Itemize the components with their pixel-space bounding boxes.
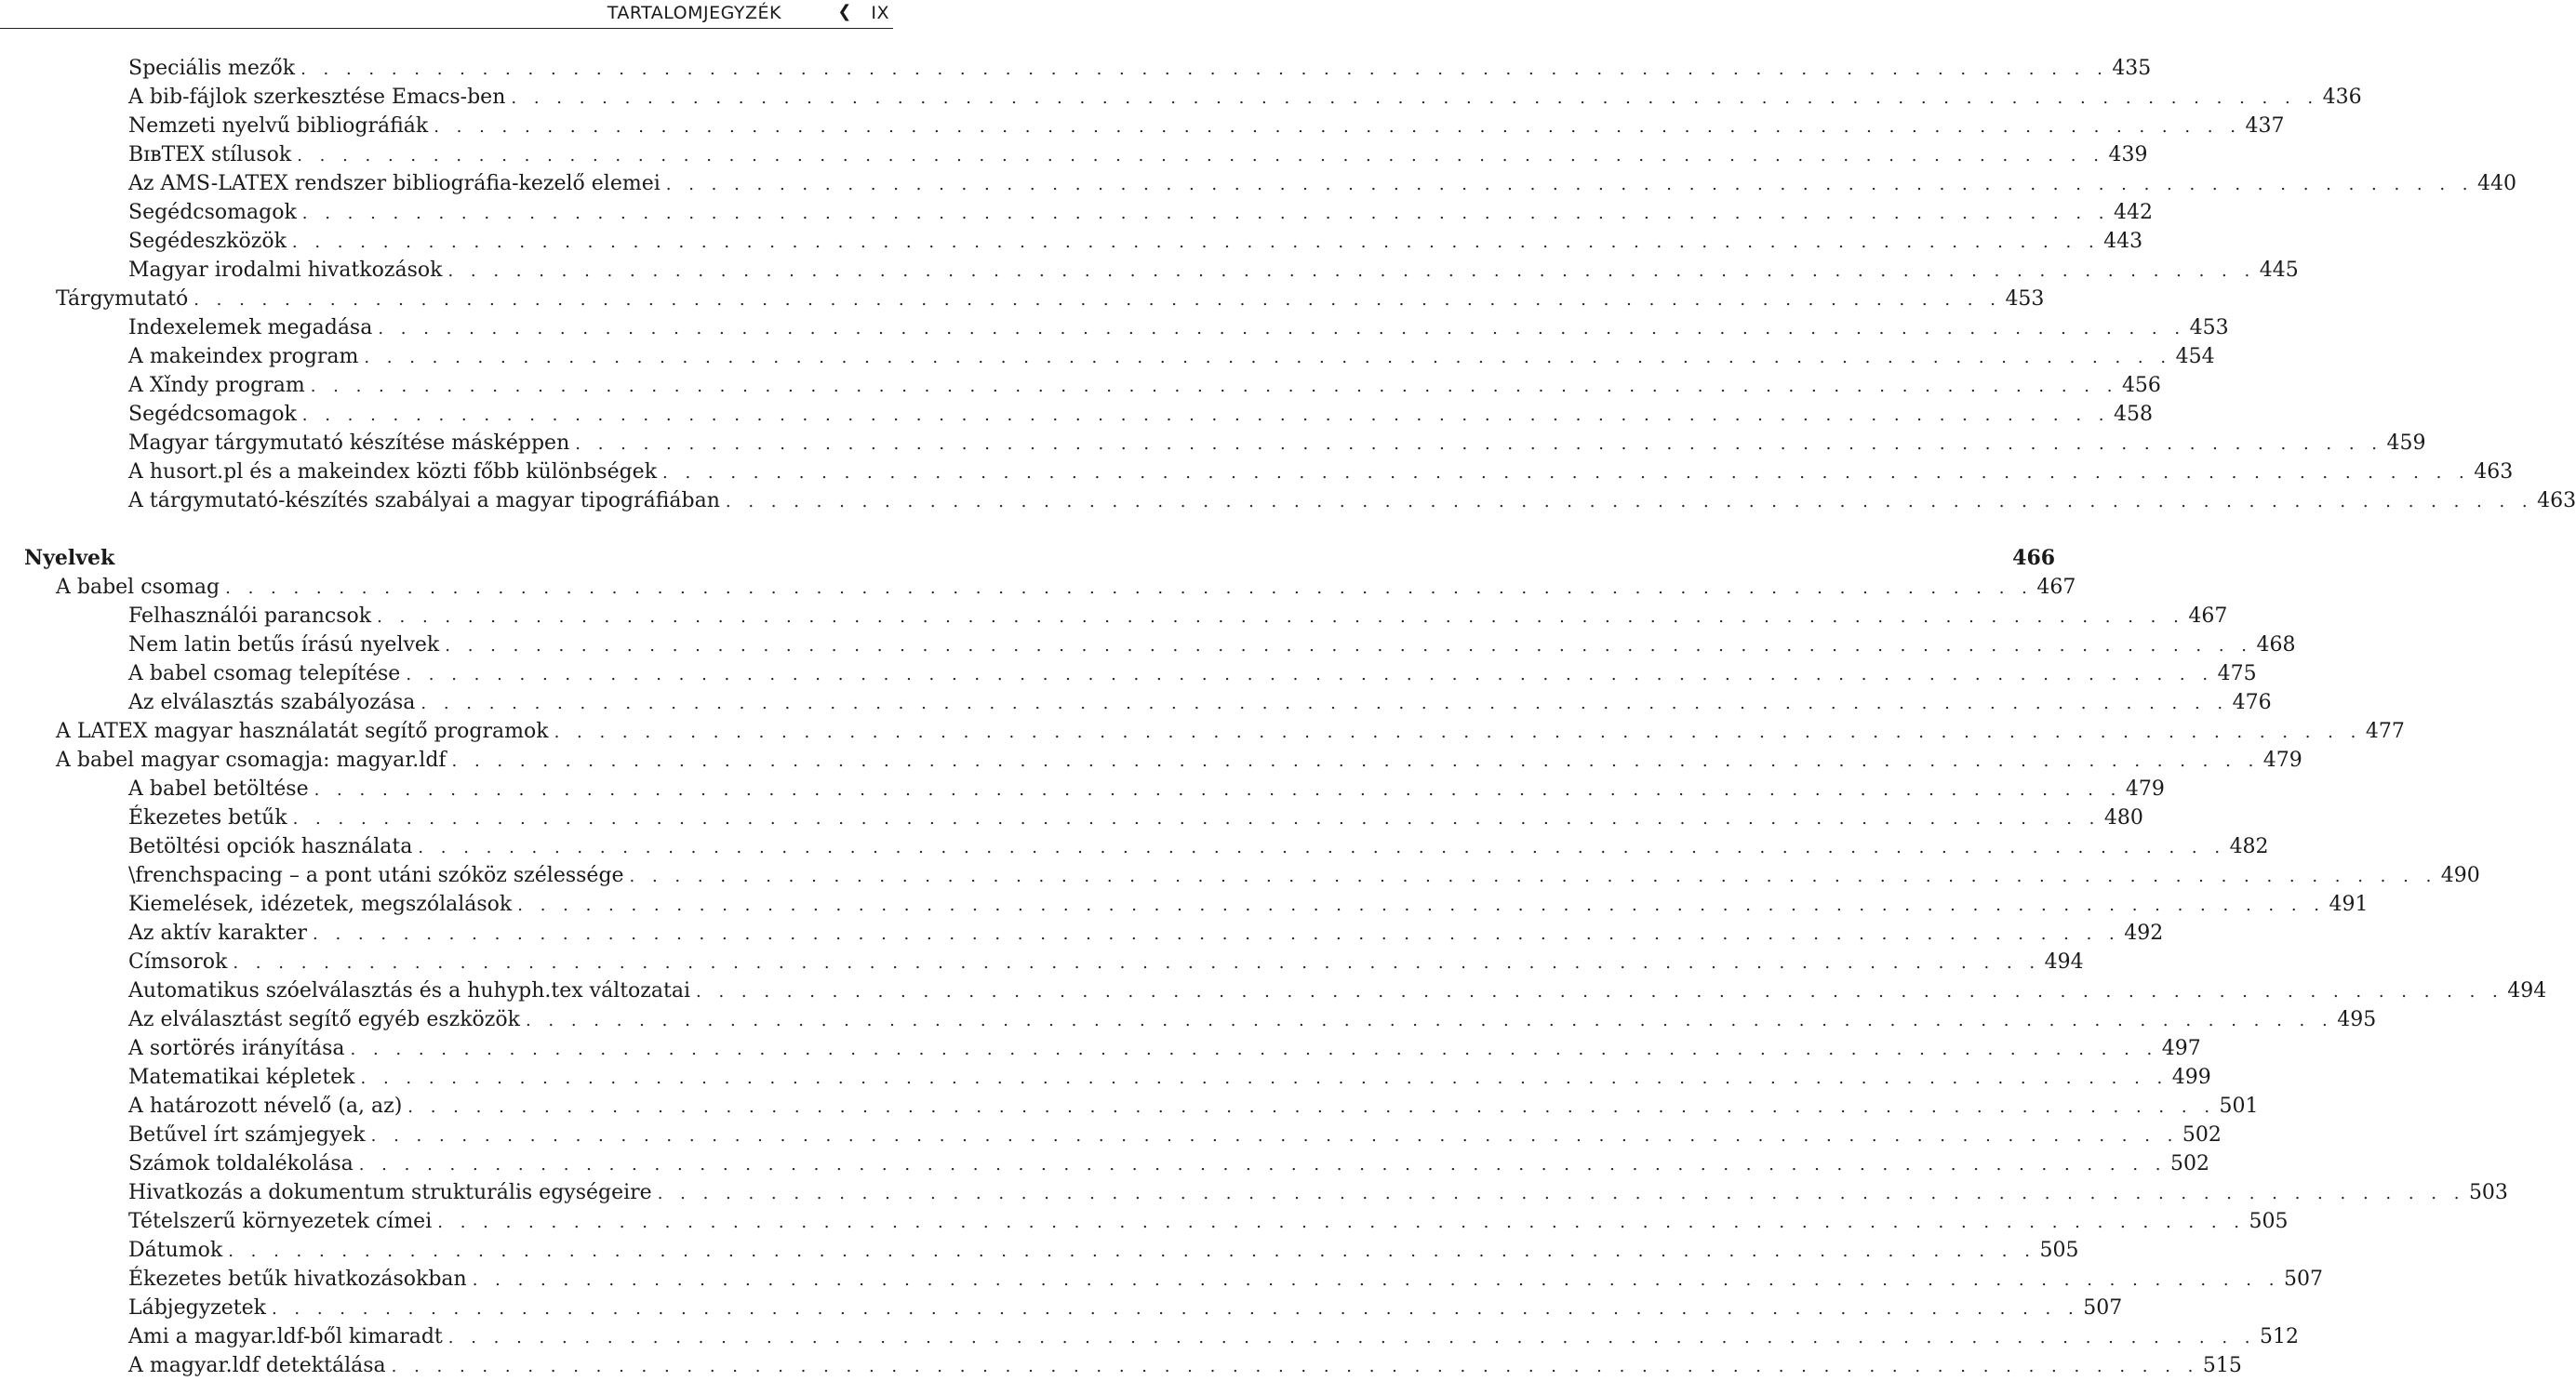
toc-entry[interactable] <box>0 948 2084 976</box>
toc-entry-page: 495 <box>2333 1005 2372 1034</box>
toc-entry-page: 507 <box>2079 1294 2118 1322</box>
toc-entry-title: Az elválasztást segítő egyéb eszközök <box>56 1005 526 1034</box>
toc-entry-title: A babel csomag telepítése <box>56 659 406 688</box>
toc-entry-title: Magyar tárgymutató készítése másképpen <box>56 429 575 458</box>
dot-leader: . . . . . . . . . . . . . . . . . . . . . . . . . . . . . . . . . . . . . . . . . . . . . . . . . . . . . . . . . . . . . . . . . . . . . . . . . . . . . . . . <box>377 607 2185 627</box>
dot-leader: . . . . . . . . . . . . . . . . . . . . . . . . . . . . . . . . . . . . . . . . . . . . . . . . . . . . . . . . . . . . . . . . . . . . . . . . . . . . . . . . <box>364 348 2172 367</box>
toc-entry-title: A Xǐndy program <box>56 371 311 400</box>
toc-entry-title: Számok toldalékolása <box>56 1149 359 1178</box>
toc-entry[interactable] <box>0 313 2229 342</box>
toc-entry-page: 497 <box>2158 1034 2197 1063</box>
dot-leader: . . . . . . . . . . . . . . . . . . . . . . . . . . . . . . . . . . . . . . . . . . . . . . . . . . . . . . . . . . . . . . . . . . . . . . . . . . . . . . . . <box>314 780 2122 800</box>
dot-leader: . . . . . . . . . . . . . . . . . . . . . . . . . . . . . . . . . . . . . . . . . . . . . . . . . . . . . . . . . . . . . . . . . . . . . . . . . . . . . . . . <box>662 463 2471 483</box>
header-title: TARTALOMJEGYZÉK <box>607 3 781 23</box>
toc-entry[interactable] <box>0 342 2215 371</box>
toc-entry[interactable] <box>0 458 2514 486</box>
toc-entry[interactable] <box>0 1034 2201 1063</box>
toc-entry-title: Dátumok <box>56 1236 228 1265</box>
toc-entry[interactable] <box>0 83 2362 112</box>
dot-leader: . . . . . . . . . . . . . . . . . . . . . . . . . . . . . . . . . . . . . . . . . . . . . . . . . . . . . . . . . . . . . . . . . . . . . . . . . . . . . . . . <box>445 636 2253 656</box>
toc-entry-title: Felhasználói parancsok <box>56 602 377 631</box>
toc-entry-title: Az elválasztás szabályozása <box>56 688 420 717</box>
toc-entry-title: A sortörés irányítása <box>56 1034 351 1063</box>
toc-entry[interactable] <box>0 861 2480 890</box>
toc-entry-page: 477 <box>2362 717 2401 746</box>
toc-entry-title: Hivatkozás a dokumentum strukturális egységeire <box>56 1178 658 1207</box>
dot-leader: . . . . . . . . . . . . . . . . . . . . . . . . . . . . . . . . . . . . . . . . . . . . . . . . . . . . . . . . . . . . . . . . . . . . . . . . . . . . . . . . <box>406 665 2214 684</box>
toc-entry-page: 468 <box>2253 631 2292 659</box>
toc-entry[interactable] <box>0 573 2076 602</box>
toc-entry[interactable] <box>0 198 2154 227</box>
toc-entry-page: 499 <box>2169 1063 2208 1092</box>
dot-leader: . . . . . . . . . . . . . . . . . . . . . . . . . . . . . . . . . . . . . . . . . . . . . . . . . . . . . . . . . . . . . . . . . . . . . . . . . . . . . . . . <box>300 60 2109 79</box>
dot-leader: . . . . . . . . . . . . . . . . . . . . . . . . . . . . . . . . . . . . . . . . . . . . . . . . . . . . . . . . . . . . . . . . . . . . . . . . . . . . . . . . <box>301 405 2111 425</box>
toc-entry-page: 456 <box>2118 371 2157 400</box>
toc-entry-page: 494 <box>2041 948 2080 976</box>
toc-entry-page: 480 <box>2101 803 2140 832</box>
toc-entry-title: Ékezetes betűk <box>56 803 293 832</box>
dot-leader: . . . . . . . . . . . . . . . . . . . . . . . . . . . . . . . . . . . . . . . . . . . . . . . . . . . . . . . . . . . . . . . . . . . . . . . . . . . . . . . . <box>301 204 2111 223</box>
chevron-left-icon: ❮ <box>837 2 852 21</box>
toc-entry-page: 458 <box>2110 400 2149 429</box>
toc-entry-page: 439 <box>2104 140 2143 169</box>
toc-entry[interactable] <box>0 746 2302 775</box>
toc-entry-title: Nem latin betűs írású nyelvek <box>56 631 445 659</box>
toc-entry-title: Automatikus szóelválasztás és a huhyph.tex változatai <box>56 976 696 1005</box>
toc-entry-page: 482 <box>2226 832 2265 861</box>
toc-entry-page: 463 <box>2470 458 2509 486</box>
toc-entry[interactable] <box>0 717 2405 746</box>
toc-entry-title: Címsorok <box>56 948 233 976</box>
toc-entry[interactable] <box>0 486 2576 515</box>
dot-leader: . . . . . . . . . . . . . . . . . . . . . . . . . . . . . . . . . . . . . . . . . . . . . . . . . . . . . . . . . . . . . . . . . . . . . . . . . . . . . . . . <box>437 1213 2246 1232</box>
toc-entry[interactable] <box>0 371 2161 400</box>
toc-entry-page: 453 <box>2186 313 2225 342</box>
toc-entry-page: 466 <box>2009 544 2048 573</box>
dot-leader: . . . . . . . . . . . . . . . . . . . . . . . . . . . . . . . . . . . . . . . . . . . . . . . . . . . . . . . . . . . . . . . . . . . . . . . . . . . . . . . . <box>370 1126 2179 1146</box>
dot-leader: . . . . . . . . . . . . . . . . . . . . . . . . . . . . . . . . . . . . . . . . . . . . . . . . . . . . . . . . . . . . . . . . . . . . . . . . . . . . . . . . <box>360 1069 2169 1088</box>
toc-entry[interactable] <box>0 54 2152 83</box>
toc-entry-page: 492 <box>2120 919 2159 948</box>
dot-leader: . . . . . . . . . . . . . . . . . . . . . . . . . . . . . . . . . . . . . . . . . . . . . . . . . . . . . . . . . . . . . . . . . . . . . . . . . . . . . . . . <box>665 175 2475 194</box>
toc-entry[interactable] <box>0 112 2285 140</box>
toc-entry[interactable] <box>0 775 2165 803</box>
toc-entry-page: 494 <box>2503 976 2543 1005</box>
dot-leader: . . . . . . . . . . . . . . . . . . . . . . . . . . . . . . . . . . . . . . . . . . . . . . . . . . . . . . . . . . . . . . . . . . . . . . . . . . . . . . . . <box>434 117 2242 137</box>
dot-leader: . . . . . . . . . . . . . . . . . . . . . . . . . . . . . . . . . . . . . . . . . . . . . . . . . . . . . . . . . . . . . . . . . . . . . . . . . . . . . . . . <box>725 492 2534 511</box>
header-page-number: IX <box>871 3 889 23</box>
toc-entry-page: 463 <box>2533 486 2572 515</box>
toc-entry-page: 437 <box>2241 112 2280 140</box>
dot-leader: . . . . . . . . . . . . . . . . . . . . . . . . . . . . . . . . . . . . . . . . . . . . . . . . . . . . . . . . . . . . . . . . . . . . . . . . . . . . . . . . <box>525 1011 2334 1030</box>
dot-leader: . . . . . . . . . . . . . . . . . . . . . . . . . . . . . . . . . . . . . . . . . . . . . . . . . . . . . . . . . . . . . . . . . . . . . . . . . . . . . . . . <box>517 896 2326 915</box>
toc-entry-page: 491 <box>2326 890 2365 919</box>
toc-entry-page: 512 <box>2256 1322 2295 1351</box>
toc-entry-title: A tárgymutató-készítés szabályai a magyar tipográfiában <box>56 486 726 515</box>
toc-entry-title: BɪʙTEX stílusok <box>56 140 297 169</box>
toc-entry[interactable] <box>0 227 2143 256</box>
toc-entry-page: 435 <box>2108 54 2147 83</box>
toc-entry[interactable] <box>0 1294 2123 1322</box>
dot-leader: . . . . . . . . . . . . . . . . . . . . . . . . . . . . . . . . . . . . . . . . . . . . . . . . . . . . . . . . . . . . . . . . . . . . . . . . . . . . . . . . <box>292 809 2101 829</box>
toc-entry[interactable] <box>0 285 2045 313</box>
toc-entry-title: Betűvel írt számjegyek <box>56 1121 371 1149</box>
dot-leader: . . . . . . . . . . . . . . . . . . . . . . . . . . . . . . . . . . . . . . . . . . . . . . . . . . . . . . . . . . . . . . . . . . . . . . . . . . . . . . . . <box>447 261 2256 281</box>
toc-entry-page: 515 <box>2199 1351 2238 1380</box>
toc-entry[interactable] <box>0 400 2154 429</box>
dot-leader: . . . . . . . . . . . . . . . . . . . . . . . . . . . . . . . . . . . . . . . . . . . . . . . . . . . . . . . . . . . . . . . . . . . . . . . . . . . . . . . . <box>575 434 2383 454</box>
dot-leader: . . . . . . . . . . . . . . . . . . . . . . . . . . . . . . . . . . . . . . . . . . . . . . . . . . . . . . . . . . . . . . . . . . . . . . . . . . . . . . . . <box>696 982 2504 1002</box>
toc-entry-title: Segédeszközök <box>56 227 292 256</box>
toc-entry[interactable] <box>0 659 2257 688</box>
dot-leader: . . . . . . . . . . . . . . . . . . . . . . . . . . . . . . . . . . . . . . . . . . . . . . . . . . . . . . . . . . . . . . . . . . . . . . . . . . . . . . . . <box>358 1155 2167 1175</box>
toc-entry-page: 445 <box>2256 256 2295 285</box>
toc-entry[interactable] <box>0 1265 2323 1294</box>
dot-leader: . . . . . . . . . . . . . . . . . . . . . . . . . . . . . . . . . . . . . . . . . . . . . . . . . . . . . . . . . . . . . . . . . . . . . . . . . . . . . . . . <box>350 1040 2158 1059</box>
toc-entry[interactable] <box>0 1322 2300 1351</box>
toc-entry[interactable] <box>0 803 2143 832</box>
toc-entry-page: 443 <box>2100 227 2139 256</box>
toc-entry-title: Matematikai képletek <box>56 1063 361 1092</box>
toc-entry-page: 502 <box>2179 1121 2218 1149</box>
toc-entry-page: 467 <box>2184 602 2223 631</box>
dot-leader: . . . . . . . . . . . . . . . . . . . . . . . . . . . . . . . . . . . . . . . . . . . . . . . . . . . . . . . . . . . . . . . . . . . . . . . . . . . . . . . . <box>447 1328 2257 1348</box>
toc-entry-title: Ami a magyar.ldf-ből kimaradt <box>56 1322 448 1351</box>
toc-entry-title: Magyar irodalmi hivatkozások <box>56 256 447 285</box>
toc-entry[interactable] <box>0 919 2164 948</box>
toc-entry[interactable] <box>0 890 2369 919</box>
toc-entry[interactable] <box>0 1207 2289 1236</box>
toc-entry-page: 459 <box>2383 429 2423 458</box>
toc-entry-title: Speciális mezők <box>56 54 300 83</box>
toc-entry-page: 440 <box>2474 169 2513 198</box>
toc-entry-page: 442 <box>2110 198 2149 227</box>
toc-entry-page: 476 <box>2229 688 2268 717</box>
dot-leader: . . . . . . . . . . . . . . . . . . . . . . . . . . . . . . . . . . . . . . . . . . . . . . . . . . . . . . . . . . . . . . . . . . . . . . . . . . . . . . . . <box>511 88 2319 108</box>
toc-entry-title: Segédcsomagok <box>56 198 302 227</box>
toc-entry[interactable] <box>0 1351 2242 1380</box>
toc-entry-page: 490 <box>2437 861 2476 890</box>
toc-entry-title: Segédcsomagok <box>56 400 302 429</box>
toc-entry-title: A babel csomag <box>4 573 225 602</box>
toc-entry[interactable] <box>0 976 2547 1005</box>
toc-entry-page: 505 <box>2246 1207 2285 1236</box>
dot-leader: . . . . . . . . . . . . . . . . . . . . . . . . . . . . . . . . . . . . . . . . . . . . . . . . . . . . . . . . . . . . . . . . . . . . . . . . . . . . . . . . <box>629 867 2437 886</box>
dot-leader: . . . . . . . . . . . . . . . . . . . . . . . . . . . . . . . . . . . . . . . . . . . . . . . . . . . . . . . . . . . . . . . . . . . . . . . . . . . . . . . . <box>420 694 2229 713</box>
toc-entry-title: \frenchspacing – a pont utáni szóköz szélessége <box>56 861 630 890</box>
toc-entry-page: 507 <box>2280 1265 2319 1294</box>
toc-entry-title: A husort.pl és a makeindex közti főbb különbségek <box>56 458 662 486</box>
toc-entry-page: 503 <box>2465 1178 2504 1207</box>
dot-leader: . . . . . . . . . . . . . . . . . . . . . . . . . . . . . . . . . . . . . . . . . . . . . . . . . . . . . . . . . . . . . . . . . . . . . . . . . . . . . . . . <box>472 1270 2280 1290</box>
dot-leader: . . . . . . . . . . . . . . . . . . . . . . . . . . . . . . . . . . . . . . . . . . . . . . . . . . . . . . . . . . . . . . . . . . . . . . . . . . . . . . . . <box>391 1357 2199 1376</box>
toc-entry[interactable] <box>0 1236 2079 1265</box>
toc-entry-page: 479 <box>2122 775 2161 803</box>
toc-entry-page: 454 <box>2172 342 2211 371</box>
dot-leader: . . . . . . . . . . . . . . . . . . . . . . . . . . . . . . . . . . . . . . . . . . . . . . . . . . . . . . . . . . . . . . . . . . . . . . . . . . . . . . . . <box>297 146 2105 166</box>
toc-entry-page: 501 <box>2216 1092 2255 1121</box>
dot-leader: . . . . . . . . . . . . . . . . . . . . . . . . . . . . . . . . . . . . . . . . . . . . . . . . . . . . . . . . . . . . . . . . . . . . . . . . . . . . . . . . <box>225 578 2034 598</box>
dot-leader: . . . . . . . . . . . . . . . . . . . . . . . . . . . . . . . . . . . . . . . . . . . . . . . . . . . . . . . . . . . . . . . . . . . . . . . . . . . . . . . . <box>378 319 2186 339</box>
toc-entry-title: A bib-fájlok szerkesztése Emacs-ben <box>56 83 511 112</box>
toc-entry-title: Nemzeti nyelvű bibliográfiák <box>56 112 434 140</box>
toc-entry[interactable] <box>0 1178 2508 1207</box>
toc-entry-page: 467 <box>2033 573 2072 602</box>
toc-entry-page: 505 <box>2035 1236 2075 1265</box>
toc-entry-title: Lábjegyzetek <box>56 1294 272 1322</box>
toc-entry[interactable] <box>0 602 2228 631</box>
toc-entry-title: Tételszerű környezetek címei <box>56 1207 437 1236</box>
toc-entry-title: Ékezetes betűk hivatkozásokban <box>56 1265 473 1294</box>
toc-entry-title: A makeindex program <box>56 342 364 371</box>
dot-leader: . . . . . . . . . . . . . . . . . . . . . . . . . . . . . . . . . . . . . . . . . . . . . . . . . . . . . . . . . . . . . . . . . . . . . . . . . . . . . . . . <box>194 290 2002 310</box>
toc-entry-title: Nyelvek <box>4 544 120 573</box>
dot-leader: . . . . . . . . . . . . . . . . . . . . . . . . . . . . . . . . . . . . . . . . . . . . . . . . . . . . . . . . . . . . . . . . . . . . . . . . . . . . . . . . <box>291 232 2101 252</box>
toc-entry-title: Tárgymutató <box>4 285 194 313</box>
dot-leader: . . . . . . . . . . . . . . . . . . . . . . . . . . . . . . . . . . . . . . . . . . . . . . . . . . . . . . . . . . . . . . . . . . . . . . . . . . . . . . . . <box>313 924 2121 944</box>
toc-entry[interactable] <box>0 688 2272 717</box>
toc-entry-title: A magyar.ldf detektálása <box>56 1351 392 1380</box>
dot-leader: . . . . . . . . . . . . . . . . . . . . . . . . . . . . . . . . . . . . . . . . . . . . . . . . . . . . . . . . . . . . . . . . . . . . . . . . . . . . . . . . <box>407 1097 2216 1117</box>
toc-entry[interactable] <box>0 631 2296 659</box>
table-of-contents <box>0 54 2576 1380</box>
toc-entry-title: Az aktív karakter <box>56 919 313 948</box>
dot-leader: . . . . . . . . . . . . . . . . . . . . . . . . . . . . . . . . . . . . . . . . . . . . . . . . . . . . . . . . . . . . . . . . . . . . . . . . . . . . . . . . <box>233 953 2041 973</box>
toc-entry-page: 502 <box>2167 1149 2206 1178</box>
toc-entry-title: Betöltési opciók használata <box>56 832 418 861</box>
toc-entry[interactable] <box>0 1149 2209 1178</box>
toc-entry[interactable] <box>0 140 2148 169</box>
toc-entry[interactable] <box>0 832 2269 861</box>
toc-entry-page: 453 <box>2001 285 2040 313</box>
toc-entry[interactable] <box>0 429 2426 458</box>
dot-leader: . . . . . . . . . . . . . . . . . . . . . . . . . . . . . . . . . . . . . . . . . . . . . . . . . . . . . . . . . . . . . . . . . . . . . . . . . . . . . . . . <box>451 751 2260 771</box>
toc-entry-title: A babel magyar csomagja: magyar.ldf <box>4 746 452 775</box>
toc-entry[interactable] <box>0 169 2517 198</box>
toc-entry[interactable] <box>0 256 2299 285</box>
toc-entry[interactable] <box>0 1005 2377 1034</box>
dot-leader: . . . . . . . . . . . . . . . . . . . . . . . . . . . . . . . . . . . . . . . . . . . . . . . . . . . . . . . . . . . . . . . . . . . . . . . . . . . . . . . . <box>271 1299 2080 1319</box>
dot-leader: . . . . . . . . . . . . . . . . . . . . . . . . . . . . . . . . . . . . . . . . . . . . . . . . . . . . . . . . . . . . . . . . . . . . . . . . . . . . . . . . <box>310 377 2118 396</box>
toc-entry[interactable] <box>0 1121 2222 1149</box>
dot-leader: . . . . . . . . . . . . . . . . . . . . . . . . . . . . . . . . . . . . . . . . . . . . . . . . . . . . . . . . . . . . . . . . . . . . . . . . . . . . . . . . <box>657 1184 2465 1203</box>
dot-leader: . . . . . . . . . . . . . . . . . . . . . . . . . . . . . . . . . . . . . . . . . . . . . . . . . . . . . . . . . . . . . . . . . . . . . . . . . . . . . . . . <box>418 838 2226 857</box>
toc-entry-page: 479 <box>2260 746 2299 775</box>
running-header <box>0 0 893 29</box>
toc-entry[interactable] <box>0 1063 2211 1092</box>
toc-entry[interactable] <box>0 1092 2259 1121</box>
toc-entry-title: Indexelemek megadása <box>56 313 378 342</box>
toc-entry-title: A határozott névelő (a, az) <box>56 1092 407 1121</box>
dot-leader: . . . . . . . . . . . . . . . . . . . . . . . . . . . . . . . . . . . . . . . . . . . . . . . . . . . . . . . . . . . . . . . . . . . . . . . . . . . . . . . . <box>228 1242 2036 1261</box>
toc-entry-page: 475 <box>2214 659 2253 688</box>
toc-entry-title: A babel betöltése <box>56 775 314 803</box>
toc-entry-title: Az AMS-LATEX rendszer bibliográfia-kezelő elemei <box>56 169 666 198</box>
dot-leader: . . . . . . . . . . . . . . . . . . . . . . . . . . . . . . . . . . . . . . . . . . . . . . . . . . . . . . . . . . . . . . . . . . . . . . . . . . . . . . . . <box>554 723 2362 742</box>
toc-entry-title: A LATEX magyar használatát segítő programok <box>4 717 554 746</box>
toc-entry-title: Kiemelések, idézetek, megszólalások <box>56 890 517 919</box>
toc-entry-page: 436 <box>2319 83 2358 112</box>
toc-entry[interactable] <box>0 544 2056 573</box>
